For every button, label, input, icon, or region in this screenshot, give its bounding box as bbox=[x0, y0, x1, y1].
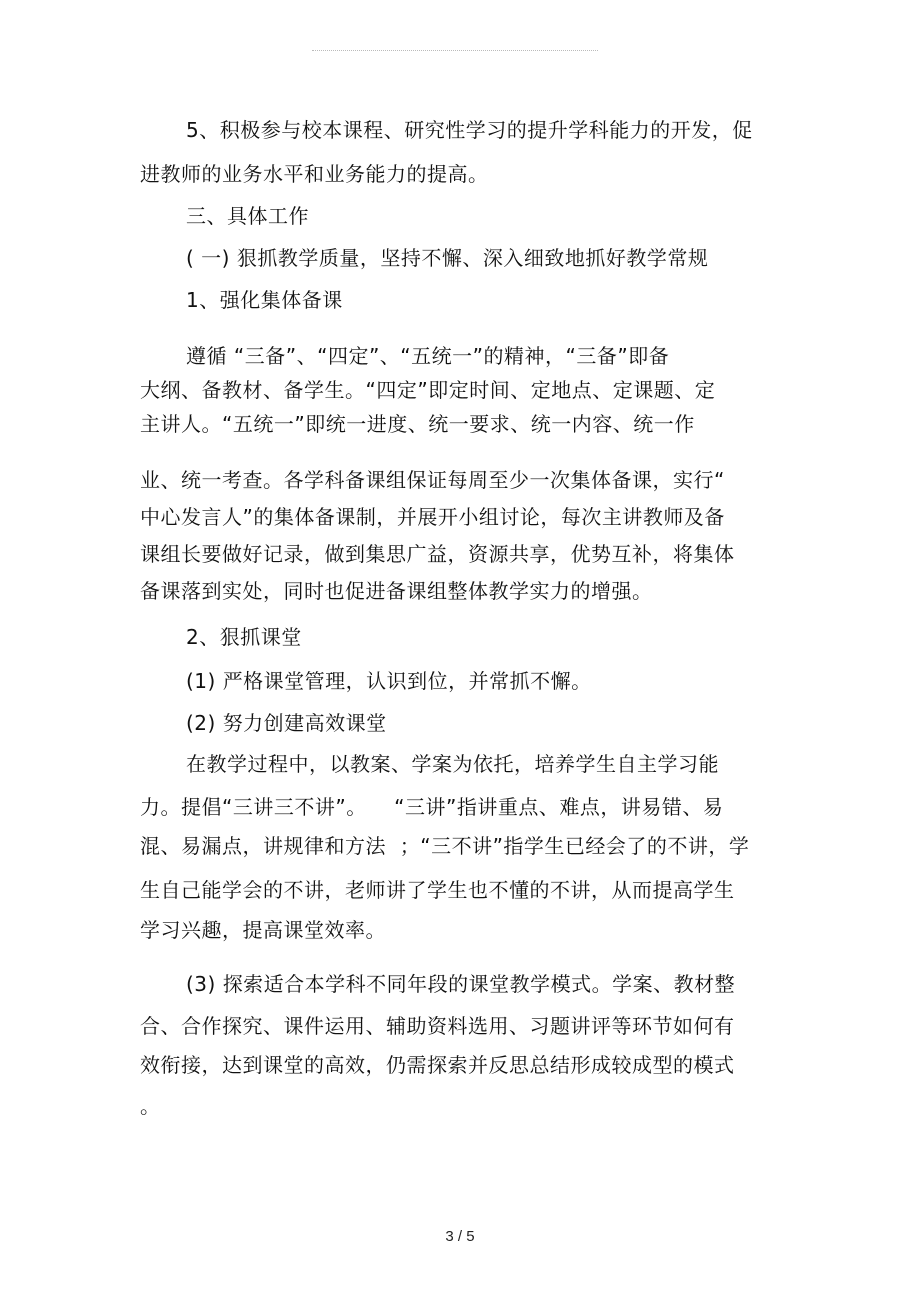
text-line: 课组长要做好记录，做到集思广益，资源共享，优势互补，将集体 bbox=[140, 542, 735, 566]
text-line: (2) 努力创建高效课堂 bbox=[186, 711, 387, 735]
text-line: 备课落到实处，同时也促进备课组整体教学实力的增强。 bbox=[140, 579, 653, 603]
item-heading: 1、强化集体备课 bbox=[186, 288, 343, 312]
text-line: (1) 严格课堂管理，认识到位，并常抓不懈。 bbox=[186, 669, 592, 693]
text-line: 中心发言人”的集体备课制，并展开小组讨论，每次主讲教师及备 bbox=[140, 505, 725, 529]
text-line: 混、易漏点，讲规律和方法 ；“三不讲”指学生已经会了的不讲，学 bbox=[140, 834, 750, 858]
text-line: 合、合作探究、课件运用、辅助资料选用、习题讲评等环节如何有 bbox=[140, 1014, 735, 1038]
text-line: 在教学过程中，以教案、学案为依托，培养学生自主学习能 bbox=[186, 752, 719, 776]
text-line: 主讲人。“五统一”即统一进度、统一要求、统一内容、统一作 bbox=[140, 412, 695, 436]
text-line: 学习兴趣，提高课堂效率。 bbox=[140, 918, 386, 942]
text-line: 大纲、备教材、备学生。“四定”即定时间、定地点、定课题、定 bbox=[140, 378, 716, 402]
item-heading: 2、狠抓课堂 bbox=[186, 625, 302, 649]
text-line: 进教师的业务水平和业务能力的提高。 bbox=[140, 162, 489, 186]
header-rule bbox=[312, 50, 598, 51]
text-line: 业、统一考查。各学科备课组保证每周至少一次集体备课，实行“ bbox=[140, 468, 725, 492]
text-line: 。 bbox=[140, 1094, 161, 1118]
text-line: 效衔接，达到课堂的高效，仍需探索并反思总结形成较成型的模式 bbox=[140, 1053, 735, 1077]
text-line: 遵循 “三备”、“四定”、“五统一”的精神，“三备”即备 bbox=[186, 344, 670, 368]
page-number: 3 / 5 bbox=[445, 1228, 475, 1245]
section-heading: 三、具体工作 bbox=[186, 204, 309, 228]
text-line: (3) 探索适合本学科不同年段的课堂教学模式。学案、教材整 bbox=[186, 972, 736, 996]
text-line: 生自己能学会的不讲，老师讲了学生也不懂的不讲，从而提高学生 bbox=[140, 878, 735, 902]
text-line: 5、积极参与校本课程、研究性学习的提升学科能力的开发，促 bbox=[186, 118, 753, 142]
text-line: 力。提倡“三讲三不讲”。 “三讲”指讲重点、难点，讲易错、易 bbox=[140, 795, 724, 819]
subsection-heading: ( 一) 狠抓教学质量，坚持不懈、深入细致地抓好教学常规 bbox=[186, 246, 709, 270]
